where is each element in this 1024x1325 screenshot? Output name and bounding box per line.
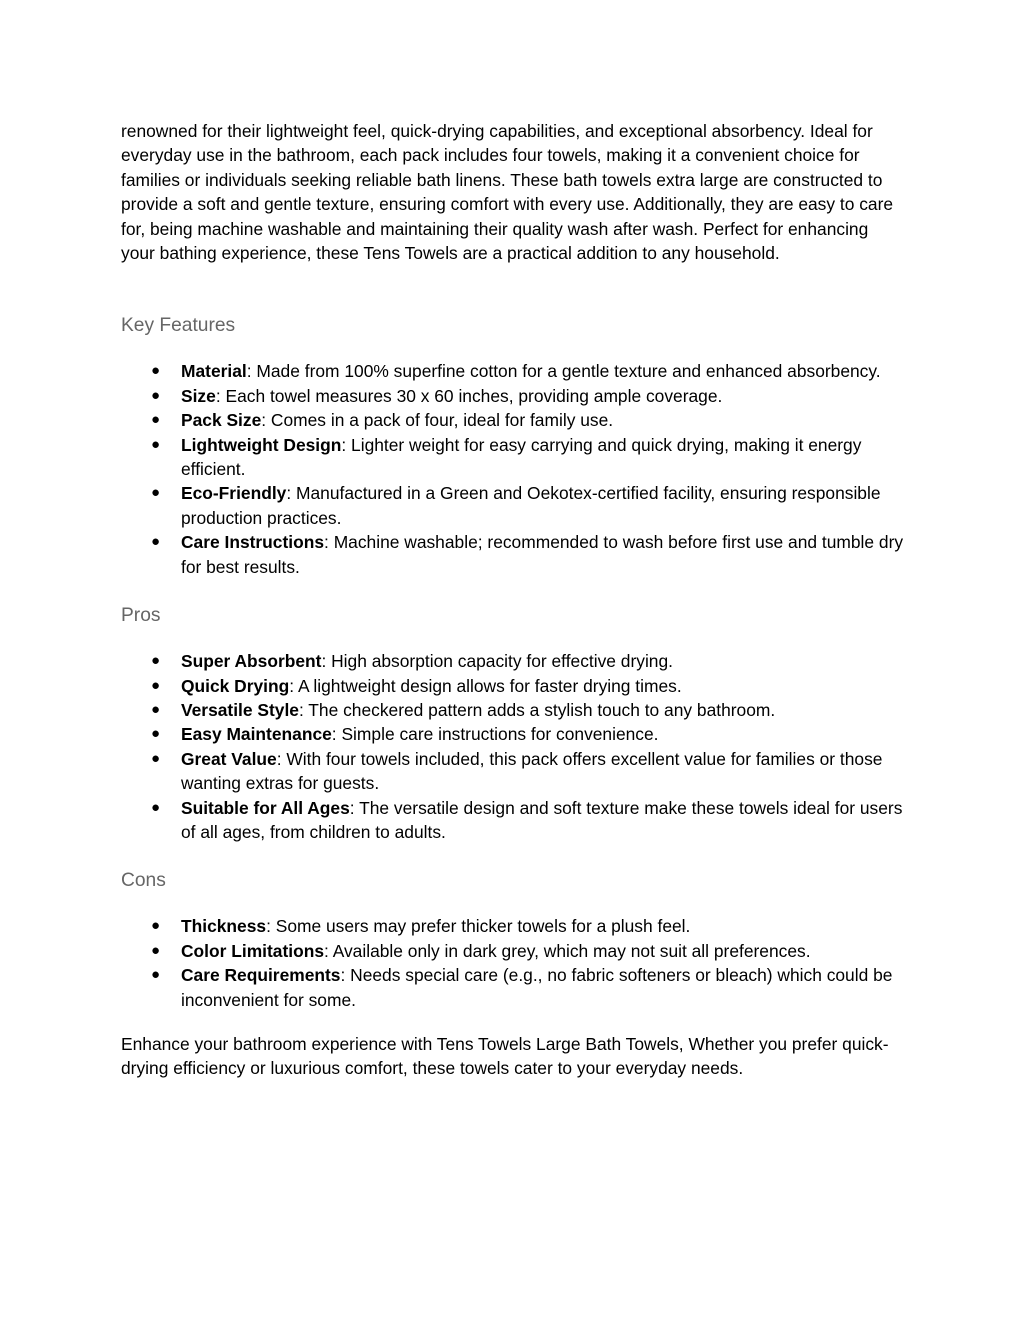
feature-term: Care Instructions: [181, 532, 325, 553]
bullet-icon: ●: [151, 749, 161, 767]
bullet-icon: ●: [151, 652, 161, 670]
pro-text: : The versatile design and soft texture make these towels ideal for users of all ages, from children to adults.: [181, 797, 903, 842]
pro-text: : A lightweight design allows for faster drying times.: [289, 675, 682, 696]
cons-heading: Cons: [121, 870, 166, 892]
con-term: Color Limitations: [181, 940, 324, 961]
feature-term: Material: [181, 361, 247, 382]
cons-list: [121, 914, 906, 1012]
pro-term: Easy Maintenance: [181, 724, 332, 745]
list-item: [121, 939, 906, 963]
pro-term: Great Value: [181, 748, 277, 769]
con-text: : Available only in dark grey, which may not suit all preferences.: [324, 940, 811, 961]
list-item: [121, 481, 906, 530]
pros-list: [121, 649, 906, 844]
document-page: [121, 119, 906, 1081]
pro-term: Quick Drying: [181, 675, 290, 696]
feature-text: : Manufactured in a Green and Oekotex-certified facility, ensuring responsible production practices.: [181, 483, 881, 528]
con-term: Care Requirements: [181, 965, 341, 986]
bullet-icon: ●: [151, 362, 161, 380]
list-item: [121, 963, 906, 1012]
key-features-heading: Key Features: [121, 315, 236, 337]
feature-term: Lightweight Design: [181, 434, 342, 455]
pro-term: Versatile Style: [181, 699, 299, 720]
feature-term: Size: [181, 385, 216, 406]
pro-text: : Simple care instructions for convenience.: [331, 724, 659, 745]
bullet-icon: ●: [151, 533, 161, 551]
feature-term: Eco-Friendly: [181, 483, 287, 504]
bullet-icon: ●: [151, 386, 161, 404]
closing-paragraph: Enhance your bathroom experience with Tens Towels Large Bath Towels, Whether you prefer quick-drying efficiency or luxurious comfort, these towels cater to your everyday needs.: [121, 1033, 889, 1079]
pro-text: : The checkered pattern adds a stylish touch to any bathroom.: [298, 699, 776, 720]
bullet-icon: ●: [151, 435, 161, 453]
list-item: [121, 747, 906, 796]
con-term: Thickness: [181, 916, 267, 937]
list-item: [121, 384, 906, 408]
feature-text: : Lighter weight for easy carrying and quick drying, making it energy efficient.: [181, 434, 862, 480]
list-item: [121, 796, 906, 845]
list-item: [121, 914, 906, 938]
intro-paragraph: renowned for their lightweight feel, quick-drying capabilities, and exceptional absorbency. Ideal for everyday use in the bathroom, each pack includes four towels, making it a convenient choice for families or individuals seeking reliable bath linens. These bath towels extra large are constructed to provide a soft and gentle texture, ensuring comfort with every use. Additionally, they are easy to care for, being machine washable and maintaining their quality wash after wash. Perfect for enhancing your bathing experience, these Tens Towels are a practical addition to any household.: [121, 121, 894, 264]
list-item: [121, 649, 906, 673]
bullet-icon: ●: [151, 917, 161, 935]
pro-term: Suitable for All Ages: [181, 797, 350, 818]
pro-text: : High absorption capacity for effective drying.: [321, 651, 673, 672]
bullet-icon: ●: [151, 676, 161, 694]
bullet-icon: ●: [151, 411, 161, 429]
feature-text: : Machine washable; recommended to wash before first use and tumble dry for best results.: [181, 532, 904, 577]
bullet-icon: ●: [151, 941, 161, 959]
list-item: [121, 408, 906, 432]
list-item: [121, 433, 906, 482]
con-text: : Some users may prefer thicker towels for a plush feel.: [266, 916, 691, 937]
feature-text: : Each towel measures 30 x 60 inches, providing ample coverage.: [215, 385, 723, 406]
pro-text: : With four towels included, this pack offers excellent value for families or those wanting extras for guests.: [181, 748, 883, 794]
list-item: [121, 530, 906, 579]
bullet-icon: ●: [151, 725, 161, 743]
pros-heading: Pros: [121, 605, 161, 627]
feature-text: : Made from 100% superfine cotton for a gentle texture and enhanced absorbency.: [246, 361, 881, 382]
feature-text: : Comes in a pack of four, ideal for family use.: [261, 410, 614, 431]
list-item: [121, 722, 906, 746]
bullet-icon: ●: [151, 484, 161, 502]
pro-term: Super Absorbent: [181, 651, 322, 672]
key-features-list: [121, 359, 906, 579]
bullet-icon: ●: [151, 798, 161, 816]
bullet-icon: ●: [151, 966, 161, 984]
feature-term: Pack Size: [181, 410, 262, 431]
bullet-icon: ●: [151, 700, 161, 718]
con-text: : Needs special care (e.g., no fabric softeners or bleach) which could be inconvenient for some.: [181, 965, 893, 1010]
list-item: [121, 359, 906, 383]
list-item: [121, 674, 906, 698]
list-item: [121, 698, 906, 722]
